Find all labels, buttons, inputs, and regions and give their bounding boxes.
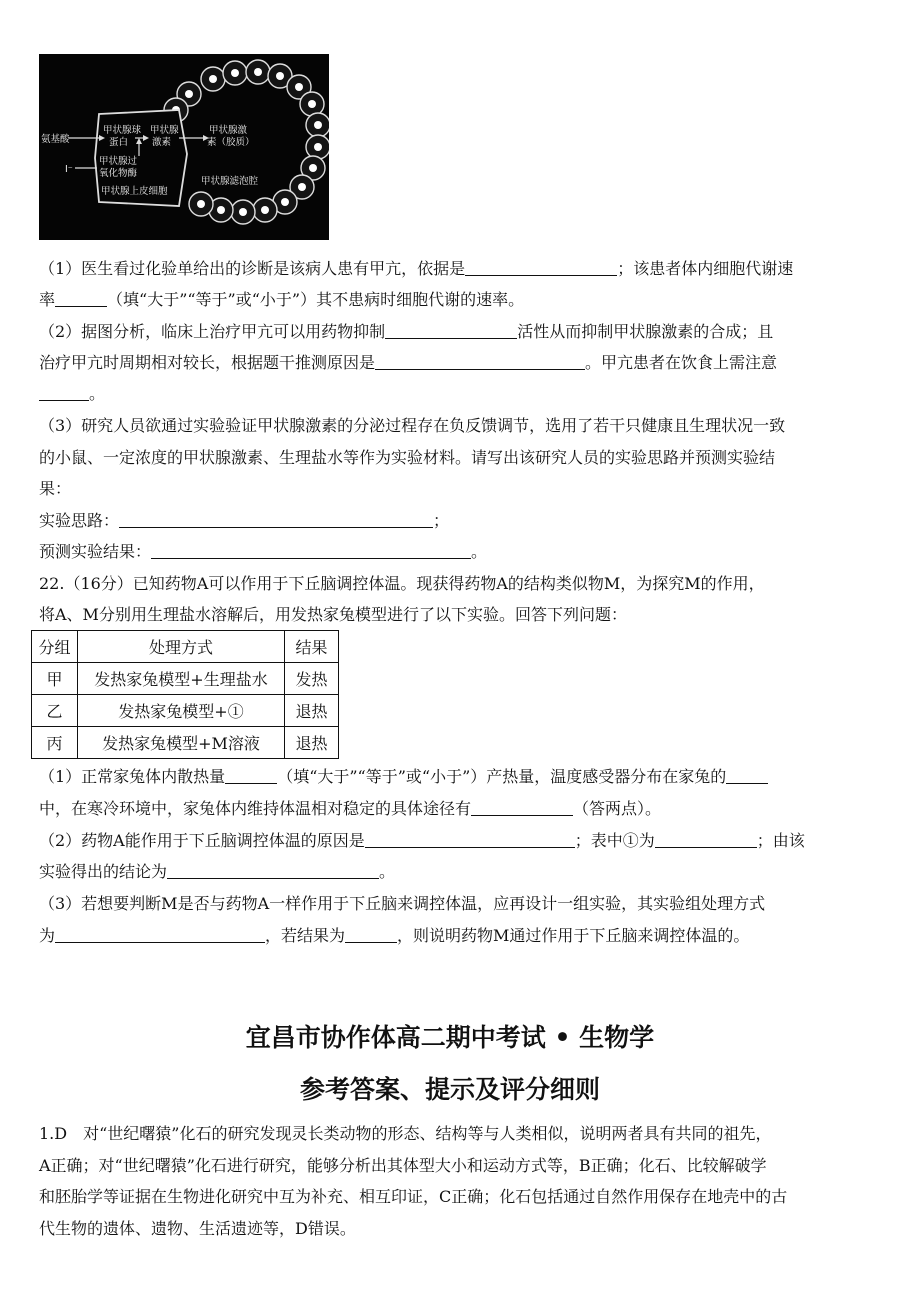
table-cell: 退热 — [285, 727, 339, 759]
answer-blank[interactable] — [167, 862, 379, 879]
follicle-cavity-label: 甲状腺滤泡腔 — [201, 176, 259, 187]
answer-blank[interactable] — [365, 831, 575, 848]
q21-part1-line1: （1）医生看过化验单给出的诊断是该病人患有甲亢，依据是 ；该患者体内细胞代谢速 — [39, 259, 794, 278]
predicted-result-line: 预测实验结果： 。 — [39, 542, 488, 561]
table-header: 处理方式 — [78, 631, 285, 663]
answer-blank[interactable] — [55, 290, 107, 307]
q21-part3-line3: 果： — [39, 479, 72, 498]
thyroglobulin-label: 甲状腺球 — [103, 125, 142, 136]
peroxidase-label: 甲状腺过 — [99, 156, 138, 167]
thyroid-hormone-label-2: 激素 — [152, 137, 172, 148]
answer-key-title: 宜昌市协作体高二期中考试 • 生物学 — [245, 1023, 655, 1052]
thyroid-hormone-label: 甲状腺 — [150, 125, 179, 136]
colloid-label: 甲状腺激 — [209, 125, 248, 136]
table-row — [32, 695, 339, 727]
table-cell: 发热家兔模型+① — [78, 695, 285, 727]
answer-blank[interactable] — [375, 353, 585, 370]
amino-acid-label: 氨基酸 — [41, 134, 70, 145]
thyroid-follicle-diagram — [39, 54, 329, 240]
table-header-row — [32, 631, 339, 663]
q22-part3-line1: （3）若想要判断M是否与药物A一样作用于下丘脑来调控体温，应再设计一组实验，其实验组处理方式 — [39, 894, 766, 913]
q21-part1-line2: 率 （填“大于”“等于”或“小于”）其不患病时细胞代谢的速率。 — [39, 290, 525, 309]
q22-intro-line2: 将A、M分别用生理盐水溶解后，用发热家兔模型进行了以下实验。回答下列问题： — [39, 605, 627, 624]
q22-part1-line2: 中，在寒冷环境中，家兔体内维持体温相对稳定的具体途径有 （答两点）。 — [39, 799, 662, 818]
answer-1-line1: 1.D 对“世纪曙猿”化石的研究发现灵长类动物的形态、结构等与人类相似，说明两者具有共同的祖先， — [39, 1124, 772, 1143]
answer-blank[interactable] — [151, 542, 471, 559]
q22-part2-line1: （2）药物A能作用于下丘脑调控体温的原因是 ；表中①为 ；由该 — [39, 831, 805, 850]
q21-part2-line2: 治疗甲亢时周期相对较长，根据题干推测原因是 。甲亢患者在饮食上需注意 — [39, 353, 778, 372]
colloid-label-2: 素（胶质） — [207, 137, 255, 148]
q21-part3-line1: （3）研究人员欲通过实验验证甲状腺激素的分泌过程存在负反馈调节，选用了若干只健康且生理状况一致 — [39, 416, 786, 435]
answer-1-line3: 和胚胎学等证据在生物进化研究中互为补充、相互印证，C正确；化石包括通过自然作用保存在地壳中的古 — [39, 1187, 788, 1206]
answer-blank[interactable] — [726, 767, 768, 784]
table-cell: 发热家兔模型+生理盐水 — [78, 663, 285, 695]
q22-intro-line1: 22.（16分）已知药物A可以作用于下丘脑调控体温。现获得药物A的结构类似物M，为探究M的作用， — [39, 574, 765, 593]
table-row — [32, 663, 339, 695]
table-header: 分组 — [32, 631, 78, 663]
thyroglobulin-label-2: 蛋白 — [109, 137, 129, 148]
answer-blank[interactable] — [225, 767, 277, 784]
answer-blank[interactable] — [655, 831, 757, 848]
answer-blank[interactable] — [465, 259, 617, 276]
epithelial-cell-label: 甲状腺上皮细胞 — [101, 186, 168, 197]
q21-part2-line1: （2）据图分析，临床上治疗甲亢可以用药物抑制 活性从而抑制甲状腺激素的合成；且 — [39, 322, 774, 341]
table-cell: 发热家兔模型+M溶液 — [78, 727, 285, 759]
answer-key-subtitle: 参考答案、提示及评分细则 — [299, 1075, 600, 1104]
answer-blank[interactable] — [55, 926, 265, 943]
q21-part2-line3: 。 — [39, 384, 105, 404]
q22-part3-line2: 为 ，若结果为 ，则说明药物M通过作用于下丘脑来调控体温的。 — [39, 926, 750, 945]
experiment-table — [31, 630, 339, 759]
table-cell: 发热 — [285, 663, 339, 695]
iodide-label: I⁻ — [65, 164, 73, 175]
table-header: 结果 — [285, 631, 339, 663]
answer-1-line2: A正确；对“世纪曙猿”化石进行研究，能够分析出其体型大小和运动方式等，B正确；化石、比较解破学 — [39, 1156, 767, 1175]
peroxidase-label-2: 氧化物酶 — [99, 168, 138, 179]
q22-part1-line1: （1）正常家兔体内散热量 （填“大于”“等于”或“小于”）产热量，温度感受器分布在家兔的 — [39, 767, 768, 787]
table-cell: 丙 — [32, 727, 78, 759]
table-cell: 乙 — [32, 695, 78, 727]
experiment-idea-line: 实验思路： ； — [39, 511, 450, 530]
q22-part2-line2: 实验得出的结论为 。 — [39, 862, 396, 881]
table-row — [32, 727, 339, 759]
answer-blank[interactable] — [471, 799, 573, 816]
answer-blank[interactable] — [119, 511, 433, 528]
answer-blank[interactable] — [39, 384, 89, 401]
answer-blank[interactable] — [345, 926, 397, 943]
answer-1-line4: 代生物的遗体、遗物、生活遗迹等，D错误。 — [39, 1219, 356, 1238]
q21-part3-line2: 的小鼠、一定浓度的甲状腺激素、生理盐水等作为实验材料。请写出该研究人员的实验思路并预测实验结 — [39, 448, 776, 467]
answer-blank[interactable] — [385, 322, 517, 339]
table-cell: 退热 — [285, 695, 339, 727]
table-cell: 甲 — [32, 663, 78, 695]
